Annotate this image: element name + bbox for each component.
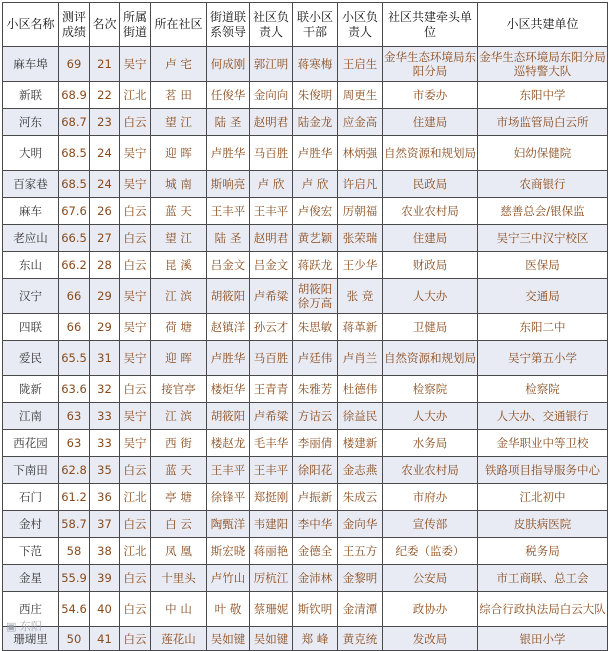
table-cell: 白云 [120, 252, 151, 279]
row-name-cell: 麻车埠 [3, 47, 59, 82]
table-cell: 黄艺颖 [293, 225, 338, 252]
table-cell: 吴如键 [207, 627, 250, 651]
row-name-cell: 西庄 [3, 592, 59, 627]
row-name-cell: 陇新 [3, 376, 59, 403]
table-cell: 税务局 [478, 538, 608, 565]
table-cell: 金向向 [250, 82, 293, 109]
row-name-cell: 麻车 [3, 198, 59, 225]
table-body [3, 47, 608, 651]
table-cell: 白云 [120, 457, 151, 484]
table-row [3, 109, 608, 136]
table-cell: 宣传部 [383, 511, 478, 538]
table-row [3, 341, 608, 376]
table-cell: 楼赵龙 [207, 430, 250, 457]
table-cell: 张荣瑞 [338, 225, 383, 252]
table-cell: 赵明君 [250, 109, 293, 136]
table-cell: 胡筱阳 [207, 403, 250, 430]
table-cell: 68.5 [59, 171, 90, 198]
table-cell: 吴宁 [120, 47, 151, 82]
table-cell: 69 [59, 47, 90, 82]
table-cell: 王丰平 [207, 198, 250, 225]
table-cell: 赵明君 [250, 225, 293, 252]
row-name-cell: 大明 [3, 136, 59, 171]
table-cell: 铁路项目指导服务中心 [478, 457, 608, 484]
table-cell: 徐益民 [338, 403, 383, 430]
table-cell: 城 南 [151, 171, 207, 198]
table-cell: 凤 凰 [151, 538, 207, 565]
table-row [3, 538, 608, 565]
table-cell: 朱思敏 [293, 314, 338, 341]
table-cell: 卢希粱 [250, 403, 293, 430]
table-cell: 慈善总会/银保监 [478, 198, 608, 225]
table-cell: 王丰平 [207, 457, 250, 484]
header-row [3, 3, 608, 47]
table-row [3, 171, 608, 198]
table-cell: 陆 圣 [207, 225, 250, 252]
table-cell: 迎 晖 [151, 341, 207, 376]
table-cell: 望 江 [151, 225, 207, 252]
table-cell: 方诘云 [293, 403, 338, 430]
table-cell: 吴如键 [250, 627, 293, 651]
row-name-cell: 汉宁 [3, 279, 59, 314]
table-cell: 55.9 [59, 565, 90, 592]
table-cell: 21 [90, 47, 120, 82]
table-cell: 江北 [120, 82, 151, 109]
table-cell: 胡筱阳徐万高 [293, 279, 338, 314]
table-cell: 白云 [120, 592, 151, 627]
header-cell: 所在社区 [151, 3, 207, 47]
table-cell: 38 [90, 538, 120, 565]
table-cell: 任俊华 [207, 82, 250, 109]
table-cell: 自然资源和规划局 [383, 136, 478, 171]
table-cell: 金德全 [293, 538, 338, 565]
table-cell: 厉杭江 [250, 565, 293, 592]
table-cell: 陶甄洋 [207, 511, 250, 538]
table-cell: 金华生态环境局东阳分局 [383, 47, 478, 82]
table-cell: 江 滨 [151, 279, 207, 314]
table-cell: 卢胜华 [293, 136, 338, 171]
table-cell: 朱成云 [338, 484, 383, 511]
table-cell: 妇幼保健院 [478, 136, 608, 171]
table-cell: 卢廷伟 [293, 341, 338, 376]
table-row [3, 314, 608, 341]
table-cell: 36 [90, 484, 120, 511]
table-cell: 江北 [120, 538, 151, 565]
table-cell: 迎 晖 [151, 136, 207, 171]
row-name-cell: 老应山 [3, 225, 59, 252]
table-cell: 金黎明 [338, 565, 383, 592]
table-cell: 卢 欣 [293, 171, 338, 198]
table-cell: 金清潭 [338, 592, 383, 627]
table-cell: 32 [90, 376, 120, 403]
table-cell: 66 [59, 279, 90, 314]
header-cell: 小区负责人 [338, 3, 383, 47]
table-cell: 马百胜 [250, 341, 293, 376]
table-cell: 卢肖兰 [338, 341, 383, 376]
table-cell: 楼炬华 [207, 376, 250, 403]
table-cell: 63.6 [59, 376, 90, 403]
table-cell: 西 街 [151, 430, 207, 457]
table-cell: 66.2 [59, 252, 90, 279]
table-cell: 蒋丽艳 [250, 538, 293, 565]
table-cell: 徐锋平 [207, 484, 250, 511]
table-cell: 67.6 [59, 198, 90, 225]
table-cell: 市委办 [383, 82, 478, 109]
table-cell: 33 [90, 403, 120, 430]
table-cell: 江北 [120, 484, 151, 511]
table-cell: 39 [90, 565, 120, 592]
table-cell: 郑 峰 [293, 627, 338, 651]
table-cell: 王启生 [338, 47, 383, 82]
table-cell: 24 [90, 136, 120, 171]
assessment-table [2, 2, 608, 651]
row-name-cell: 百家巷 [3, 171, 59, 198]
table-cell: 市府办 [383, 484, 478, 511]
table-cell: 民政局 [383, 171, 478, 198]
table-cell: 医保局 [478, 252, 608, 279]
table-cell: 市工商联、总工会 [478, 565, 608, 592]
table-cell: 马百胜 [250, 136, 293, 171]
table-cell: 郭江明 [250, 47, 293, 82]
header-cell: 社区负责人 [250, 3, 293, 47]
table-cell: 吴宁 [120, 341, 151, 376]
table-cell: 33 [90, 430, 120, 457]
table-cell: 人大办 [383, 403, 478, 430]
table-cell: 63 [59, 403, 90, 430]
table-cell: 37 [90, 511, 120, 538]
table-cell: 荷 塘 [151, 314, 207, 341]
table-cell: 茗 田 [151, 82, 207, 109]
table-row [3, 592, 608, 627]
table-cell: 韦建阳 [250, 511, 293, 538]
table-cell: 40 [90, 592, 120, 627]
table-cell: 吴宁 [120, 136, 151, 171]
table-cell: 22 [90, 82, 120, 109]
table-cell: 58.7 [59, 511, 90, 538]
table-cell: 王丰平 [250, 457, 293, 484]
table-cell: 望 江 [151, 109, 207, 136]
table-cell: 黄克统 [338, 627, 383, 651]
table-cell: 白云 [120, 627, 151, 651]
table-row [3, 136, 608, 171]
table-cell: 王青青 [250, 376, 293, 403]
table-cell: 市场监管局白云所 [478, 109, 608, 136]
row-name-cell: 河东 [3, 109, 59, 136]
header-cell: 小区名称 [3, 3, 59, 47]
table-cell: 26 [90, 198, 120, 225]
table-cell: 王丰平 [250, 198, 293, 225]
header-cell: 小区共建单位 [478, 3, 608, 47]
table-cell: 金华职业中等卫校 [478, 430, 608, 457]
table-cell: 李中华 [293, 511, 338, 538]
table-cell: 金志燕 [338, 457, 383, 484]
table-row [3, 457, 608, 484]
table-cell: 斯钦明 [293, 592, 338, 627]
table-cell: 金沛林 [293, 565, 338, 592]
table-cell: 41 [90, 627, 120, 651]
table-cell: 吴宁 [120, 314, 151, 341]
table-cell: 白云 [120, 565, 151, 592]
table-cell: 卢竹山 [207, 565, 250, 592]
row-name-cell: 金星 [3, 565, 59, 592]
table-cell: 31 [90, 341, 120, 376]
table-row [3, 403, 608, 430]
row-name-cell: 东山 [3, 252, 59, 279]
table-cell: 65.5 [59, 341, 90, 376]
table-cell: 吴宁 [120, 430, 151, 457]
table-cell: 卢胜华 [207, 136, 250, 171]
table-cell: 白云 [120, 109, 151, 136]
table-cell: 吴宁 [120, 279, 151, 314]
row-name-cell: 新联 [3, 82, 59, 109]
table-row [3, 511, 608, 538]
table-cell: 蓝 天 [151, 198, 207, 225]
table-cell: 皮肤病医院 [478, 511, 608, 538]
table-cell: 昆 溪 [151, 252, 207, 279]
table-cell: 农商银行 [478, 171, 608, 198]
table-cell: 白云 [120, 198, 151, 225]
header-cell: 社区共建牵头单位 [383, 3, 478, 47]
table-cell: 农业农村局 [383, 198, 478, 225]
table-cell: 陆 圣 [207, 109, 250, 136]
table-row [3, 484, 608, 511]
table-cell: 蔡珊妮 [250, 592, 293, 627]
table-cell: 江 滨 [151, 403, 207, 430]
table-cell: 接官亭 [151, 376, 207, 403]
row-name-cell: 下范 [3, 538, 59, 565]
table-cell: 吕金文 [250, 252, 293, 279]
table-cell: 东阳二中 [478, 314, 608, 341]
header-cell: 所属街道 [120, 3, 151, 47]
table-cell: 中 山 [151, 592, 207, 627]
table-cell: 江北初中 [478, 484, 608, 511]
table-cell: 29 [90, 279, 120, 314]
table-cell: 斯响亮 [207, 171, 250, 198]
table-cell: 财政局 [383, 252, 478, 279]
table-cell: 发改局 [383, 627, 478, 651]
table-cell: 检察院 [383, 376, 478, 403]
table-cell: 吴宁三中汉宁校区 [478, 225, 608, 252]
row-name-cell: 珊瑚里 [3, 627, 59, 651]
table-cell: 许启凡 [338, 171, 383, 198]
table-cell: 应金高 [338, 109, 383, 136]
table-cell: 58 [59, 538, 90, 565]
table-cell: 亭 塘 [151, 484, 207, 511]
table-cell: 王少华 [338, 252, 383, 279]
table-row [3, 627, 608, 651]
table-cell: 人大办、交通银行 [478, 403, 608, 430]
table-cell: 卢 宅 [151, 47, 207, 82]
header-cell: 联小区干部 [293, 3, 338, 47]
table-cell: 住建局 [383, 109, 478, 136]
table-cell: 张 竞 [338, 279, 383, 314]
table-cell: 卫健局 [383, 314, 478, 341]
table-cell: 检察院 [478, 376, 608, 403]
table-cell: 卢希粱 [250, 279, 293, 314]
table-cell: 24 [90, 171, 120, 198]
table-cell: 综合行政执法局白云大队 [478, 592, 608, 627]
table-cell: 白云 [120, 511, 151, 538]
table-row [3, 198, 608, 225]
table-cell: 蒋寒梅 [293, 47, 338, 82]
table-cell: 金向华 [338, 511, 383, 538]
table-cell: 61.2 [59, 484, 90, 511]
watermark-logo: ▣ 东阳 [6, 620, 42, 633]
table-row [3, 565, 608, 592]
table-cell: 东阳中学 [478, 82, 608, 109]
table-cell: 卢振新 [293, 484, 338, 511]
table-row [3, 225, 608, 252]
table-cell: 68.5 [59, 136, 90, 171]
table-cell: 66 [59, 314, 90, 341]
table-cell: 叶 敬 [207, 592, 250, 627]
table-cell: 63 [59, 430, 90, 457]
table-cell: 35 [90, 457, 120, 484]
table-cell: 交通局 [478, 279, 608, 314]
table-cell: 人大办 [383, 279, 478, 314]
table-cell: 蓝 天 [151, 457, 207, 484]
table-cell: 卢胜华 [207, 341, 250, 376]
row-name-cell: 石门 [3, 484, 59, 511]
table-cell: 农业农村局 [383, 457, 478, 484]
table-cell: 住建局 [383, 225, 478, 252]
table-cell: 68.9 [59, 82, 90, 109]
row-name-cell: 爱民 [3, 341, 59, 376]
table-cell: 68.7 [59, 109, 90, 136]
table-cell: 自然资源和规划局 [383, 341, 478, 376]
table-row [3, 252, 608, 279]
header-cell: 名次 [90, 3, 120, 47]
table-cell: 卢 欣 [250, 171, 293, 198]
table-cell: 郑挺刚 [250, 484, 293, 511]
row-name-cell: 四联 [3, 314, 59, 341]
table-cell: 王五方 [338, 538, 383, 565]
table-cell: 朱俊明 [293, 82, 338, 109]
table-cell: 毛丰华 [250, 430, 293, 457]
table-cell: 蒋跃龙 [293, 252, 338, 279]
table-row [3, 47, 608, 82]
table-cell: 27 [90, 225, 120, 252]
row-name-cell: 西花园 [3, 430, 59, 457]
table-cell: 何成刚 [207, 47, 250, 82]
table-cell: 50 [59, 627, 90, 651]
table-cell: 赵镇洋 [207, 314, 250, 341]
table-cell: 杜德伟 [338, 376, 383, 403]
table-cell: 银田小学 [478, 627, 608, 651]
table-cell: 陆金龙 [293, 109, 338, 136]
table-row [3, 376, 608, 403]
table-cell: 54.6 [59, 592, 90, 627]
table-cell: 29 [90, 314, 120, 341]
table-cell: 林炳强 [338, 136, 383, 171]
table-cell: 胡筱阳 [207, 279, 250, 314]
table-row [3, 82, 608, 109]
table-cell: 白云 [120, 225, 151, 252]
table-cell: 纪委（监委） [383, 538, 478, 565]
table-cell: 孙云才 [250, 314, 293, 341]
table-cell: 吴宁 [120, 171, 151, 198]
table-cell: 吕金文 [207, 252, 250, 279]
header-cell: 街道联系领导 [207, 3, 250, 47]
row-name-cell: 金村 [3, 511, 59, 538]
table-cell: 莲花山 [151, 627, 207, 651]
table-cell: 23 [90, 109, 120, 136]
table-row [3, 279, 608, 314]
table-cell: 28 [90, 252, 120, 279]
table-cell: 白云 [120, 376, 151, 403]
table-cell: 十里头 [151, 565, 207, 592]
row-name-cell: 江南 [3, 403, 59, 430]
table-cell: 蒋革新 [338, 314, 383, 341]
table-cell: 政协办 [383, 592, 478, 627]
table-cell: 66.5 [59, 225, 90, 252]
table-cell: 斯宏晓 [207, 538, 250, 565]
row-name-cell: 下南田 [3, 457, 59, 484]
header-cell: 测评成绩 [59, 3, 90, 47]
table-cell: 朱雅芳 [293, 376, 338, 403]
table-cell: 白 云 [151, 511, 207, 538]
table-cell: 李丽倩 [293, 430, 338, 457]
table-cell: 吴宁第五小学 [478, 341, 608, 376]
table-cell: 62.8 [59, 457, 90, 484]
table-cell: 周更生 [338, 82, 383, 109]
table-cell: 吴宁 [120, 403, 151, 430]
table-cell: 楼建新 [338, 430, 383, 457]
table-row [3, 430, 608, 457]
table-cell: 水务局 [383, 430, 478, 457]
table-cell: 徐阳花 [293, 457, 338, 484]
table-cell: 公安局 [383, 565, 478, 592]
table-cell: 厉朝福 [338, 198, 383, 225]
table-cell: 金华生态环境局东阳分局巡特警大队 [478, 47, 608, 82]
table-cell: 卢俊宏 [293, 198, 338, 225]
